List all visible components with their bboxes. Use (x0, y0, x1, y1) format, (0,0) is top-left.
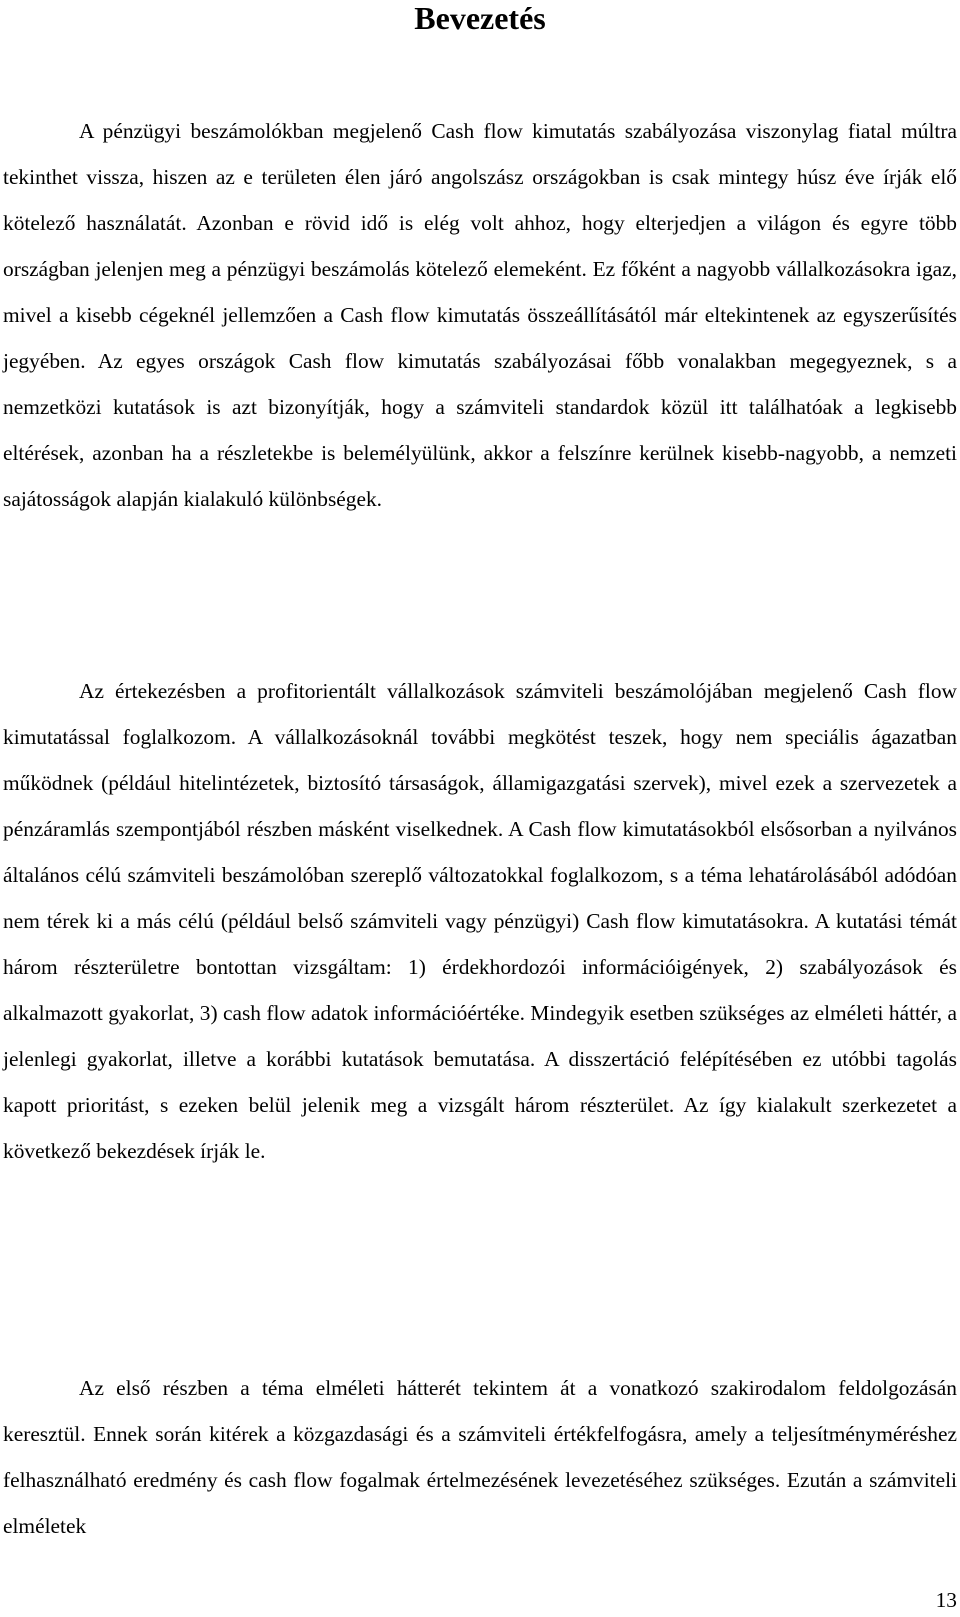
page-title: Bevezetés (414, 0, 546, 36)
body-paragraph-2: Az értekezésben a profitorientált vállalkozások számviteli beszámolójában megjelenő Cash flow kimutatással foglalkozom. A vállalkozásoknál további megkötést teszek, hogy nem speciális ágazatban működnek (például hitelintézetek, biztosító társaságok, államigazgatási szervek), mivel ezek a szervezetek a pénzáramlás szempontjából részben másként viselkednek. A Cash flow kimutatásokból elsősorban a nyilvános általános célú számviteli beszámolóban szereplő változatokkal foglalkozom, s a téma lehatárolásából adódóan nem térek ki a más célú (például belső számviteli vagy pénzügyi) Cash flow kimutatásokra. A kutatási témát három részterületre bontottan vizsgáltam: 1) érdekhordozói információigények, 2) szabályozások és alkalmazott gyakorlat, 3) cash flow adatok információértéke. Mindegyik esetben szükséges az elméleti háttér, a jelenlegi gyakorlat, illetve a korábbi kutatások bemutatása. A disszertáció felépítésében ez utóbbi tagolás kapott prioritást, s ezeken belül jelenik meg a vizsgált három részterület. Az így kialakult szerkezetet a következő bekezdések írják le. (3, 679, 957, 1163)
body-paragraph-1: A pénzügyi beszámolókban megjelenő Cash flow kimutatás szabályozása viszonylag fiatal múltra tekinthet vissza, hiszen az e területen élen járó angolszász országokban is csak mintegy húsz éve írják elő kötelező használatát. Azonban e rövid idő is elég volt ahhoz, hogy elterjedjen a világon és egyre több országban jelenjen meg a pénzügyi beszámolás kötelező elemeként. Ez főként a nagyobb vállalkozásokra igaz, mivel a kisebb cégeknél jellemzően a Cash flow kimutatás összeállításától már eltekintenek az egyszerűsítés jegyében. Az egyes országok Cash flow kimutatás szabályozásai főbb vonalakban megegyeznek, s a nemzetközi kutatások is azt bizonyítják, hogy a számviteli standardok közül itt találhatóak a legkisebb eltérések, azonban ha a részletekbe is belemélyülünk, akkor a felszínre kerülnek kisebb-nagyobb, a nemzeti sajátosságok alapján kialakuló különbségek. (3, 119, 957, 511)
body-paragraph-3: Az első részben a téma elméleti hátterét tekintem át a vonatkozó szakirodalom feldolgozásán keresztül. Ennek során kitérek a közgazdasági és a számviteli értékfelfogásra, amely a teljesítményméréshez felhasználható eredmény és cash flow fogalmak értelmezésének levezetéséhez szükséges. Ezután a számviteli elméletek (3, 1376, 957, 1538)
page-number: 13 (935, 1588, 957, 1612)
